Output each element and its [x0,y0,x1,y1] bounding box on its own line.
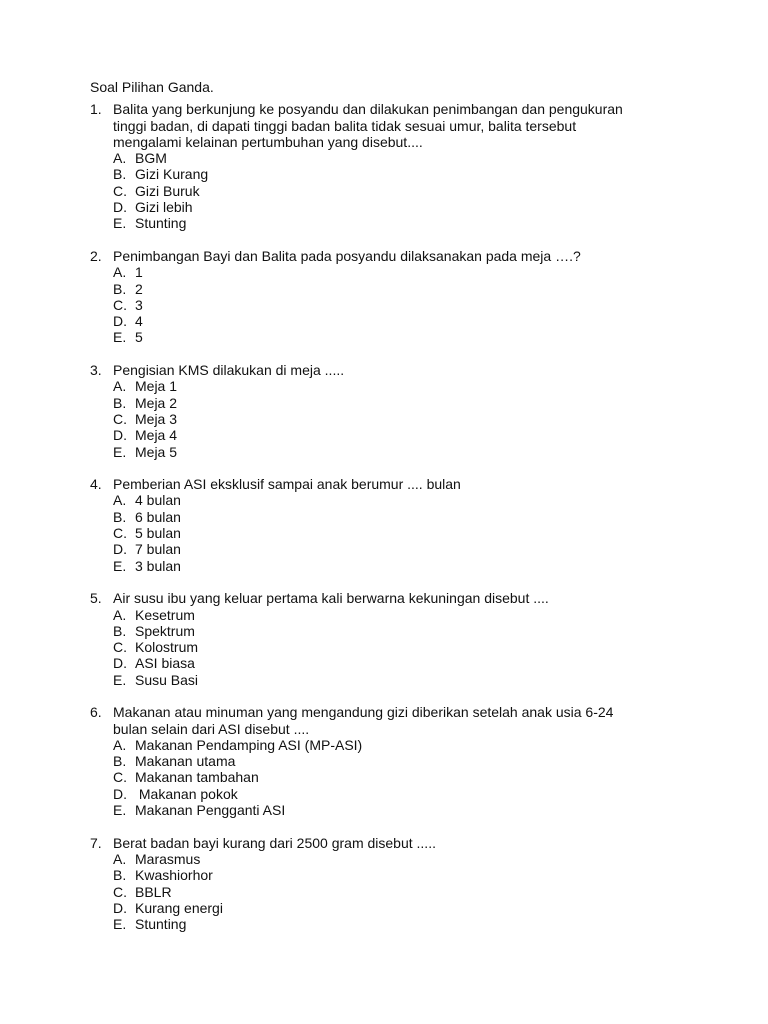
option-text: Makanan pokok [135,785,238,802]
option-text: BBLR [135,883,172,900]
answer-option [113,639,708,655]
option-text: Spektrum [135,622,195,639]
question-text: Makanan atau minuman yang mengandung gizi diberikan setelah anak usia 6-24 bulan selain dari ASI disebut .... [113,704,614,737]
option-letter: D. [113,313,127,330]
option-letter: B. [113,166,127,183]
option-text: 4 bulan [135,492,181,509]
question-number: 3. [90,362,102,379]
answer-option [113,492,708,508]
option-letter: B. [113,508,127,525]
answer-option [113,264,708,280]
question-item [90,248,708,346]
option-letter: E. [113,802,127,819]
option-text: Meja 2 [135,394,178,411]
answer-option [113,672,708,688]
answer-option [113,329,708,345]
answer-option [113,525,708,541]
option-letter: C. [113,769,127,786]
answer-option [113,786,708,802]
answer-option [113,297,708,313]
question-item [90,362,708,460]
option-text: Gizi lebih [135,199,193,216]
option-letter: D. [113,785,127,802]
option-letter: C. [113,182,127,199]
option-letter: C. [113,525,127,542]
option-letter: C. [113,296,127,313]
option-text: Kurang energi [135,899,223,916]
answer-options [113,492,708,573]
answer-option [113,753,708,769]
option-text: Meja 1 [135,378,178,395]
question-item [90,590,708,688]
option-letter: A. [113,736,127,753]
answer-options [113,737,708,818]
option-text: Marasmus [135,850,201,867]
option-letter: D. [113,899,127,916]
option-text: Makanan tambahan [135,769,259,786]
question-number: 5. [90,590,102,607]
option-letter: A. [113,492,127,509]
option-letter: D. [113,655,127,672]
option-letter: B. [113,280,127,297]
question-text: Berat badan bayi kurang dari 2500 gram disebut ..... [113,834,436,851]
option-text: Makanan Pendamping ASI (MP-ASI) [135,736,363,753]
question-item [90,704,708,818]
option-letter: B. [113,622,127,639]
option-letter: A. [113,378,127,395]
option-letter: E. [113,443,127,460]
answer-option [113,150,708,166]
answer-option [113,215,708,231]
option-letter: C. [113,883,127,900]
answer-option [113,769,708,785]
option-letter: E. [113,329,127,346]
option-text: Meja 5 [135,443,178,460]
option-text: Kesetrum [135,606,195,623]
option-text: Meja 3 [135,410,178,427]
answer-option [113,313,708,329]
option-text: Stunting [135,215,187,232]
question-number: 7. [90,834,102,851]
option-letter: E. [113,916,127,933]
question-number: 1. [90,101,102,118]
answer-option [113,509,708,525]
option-text: Gizi Kurang [135,166,209,183]
option-text: 1 [135,264,143,281]
answer-option [113,884,708,900]
option-text: Kolostrum [135,639,199,656]
answer-option [113,916,708,932]
option-text: 7 bulan [135,541,181,558]
option-text: Stunting [135,916,187,933]
answer-options [113,150,708,231]
option-text: 5 bulan [135,525,181,542]
answer-option [113,166,708,182]
option-text: 3 bulan [135,557,181,574]
option-letter: C. [113,639,127,656]
answer-options [113,607,708,688]
document-title: Soal Pilihan Ganda. [90,79,214,95]
option-text: Makanan Pengganti ASI [135,802,286,819]
question-text: Penimbangan Bayi dan Balita pada posyandu dilaksanakan pada meja ….? [113,247,581,264]
question-number: 6. [90,704,102,721]
option-letter: E. [113,671,127,688]
option-letter: E. [113,557,127,574]
option-letter: B. [113,867,127,884]
answer-options [113,378,708,459]
answer-option [113,851,708,867]
option-letter: A. [113,606,127,623]
option-text: Makanan utama [135,753,236,770]
option-letter: A. [113,850,127,867]
question-item [90,835,708,933]
option-text: 4 [135,313,143,330]
option-text: Kwashiorhor [135,867,213,884]
option-letter: C. [113,410,127,427]
answer-option [113,541,708,557]
option-text: Meja 4 [135,427,178,444]
answer-option [113,411,708,427]
answer-option [113,183,708,199]
option-text: 5 [135,329,143,346]
option-text: BGM [135,150,167,167]
question-list [90,101,708,932]
option-letter: E. [113,215,127,232]
answer-option [113,607,708,623]
option-text: Susu Basi [135,671,199,688]
question-text: Balita yang berkunjung ke posyandu dan dilakukan penimbangan dan pengukuran tinggi badan, di dapati tinggi badan balita tidak sesuai umur, balita tersebut mengalami kelainan pertumbuhan yang disebut.... [113,101,623,150]
option-letter: D. [113,541,127,558]
answer-option [113,395,708,411]
answer-option [113,623,708,639]
option-text: 2 [135,280,143,297]
answer-option [113,900,708,916]
answer-option [113,378,708,394]
answer-option [113,655,708,671]
answer-option [113,737,708,753]
answer-option [113,444,708,460]
answer-option [113,867,708,883]
question-item [90,476,708,574]
answer-option [113,802,708,818]
question-text: Pemberian ASI eksklusif sampai anak berumur .... bulan [113,476,461,493]
option-letter: B. [113,753,127,770]
option-text: Gizi Buruk [135,182,200,199]
question-item [90,101,708,231]
question-text: Air susu ibu yang keluar pertama kali berwarna kekuningan disebut .... [113,590,549,607]
question-number: 4. [90,476,102,493]
option-letter: D. [113,199,127,216]
option-text: 3 [135,296,143,313]
question-number: 2. [90,247,102,264]
option-letter: D. [113,427,127,444]
option-letter: A. [113,150,127,167]
answer-options [113,264,708,345]
option-letter: B. [113,394,127,411]
option-letter: A. [113,264,127,281]
question-text: Pengisian KMS dilakukan di meja ..... [113,362,345,379]
option-text: 6 bulan [135,508,181,525]
answer-option [113,427,708,443]
option-text: ASI biasa [135,655,195,672]
answer-options [113,851,708,932]
answer-option [113,281,708,297]
answer-option [113,558,708,574]
answer-option [113,199,708,215]
